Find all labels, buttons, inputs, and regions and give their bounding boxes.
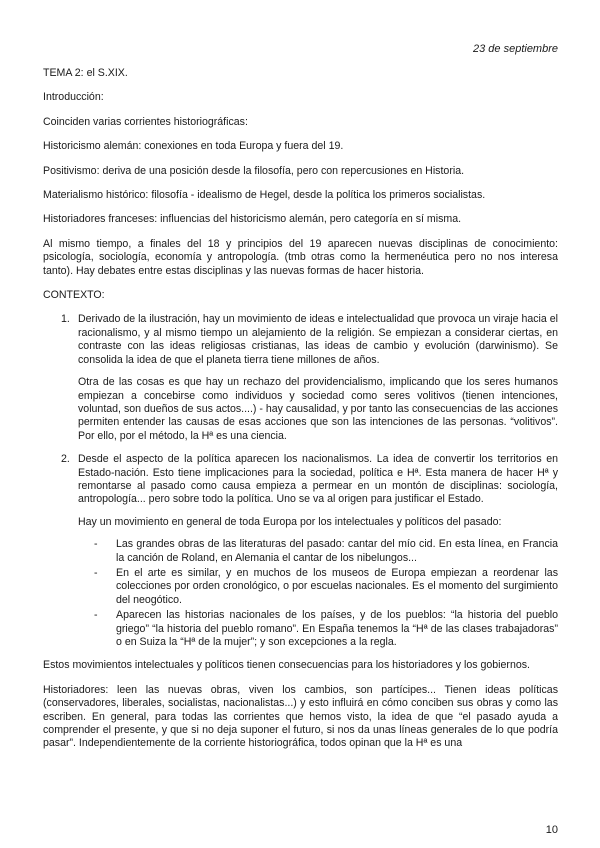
bullet-text: Las grandes obras de las literaturas del pasado: cantar del mío cid. En esta línea, en Francia la canción de Roland, en Alemania el cantar de los nibelungos... — [116, 538, 558, 564]
bullet-dash: - — [94, 609, 98, 622]
currents-intro: Coinciden varias corrientes historiográficas: — [43, 115, 248, 128]
providentialism-paragraph: Otra de las cosas es que hay un rechazo del providencialismo, implicando que los seres humanos empiezan a concebirse como individuos y sociedad como seres volitivos (tienen intenciones, voluntad, son dueños de sus actos....) - hay causalidad, y por tanto las consecuencias de las acciones permiten entender las causas de esas acciones que son las intenciones de las personas. “volitivos”. Por ello, por el método, la Hª es una ciencia. — [78, 376, 558, 442]
bullet-text: Aparecen las historias nacionales de los países, y de los pueblos: “la historia del pueblo griego” “la historia del pueblo romano”. En España tenemos la “Hª de las clases trabajadoras” o en Suiza la “Hª de la mujer”; y son excepciones a la regla. — [116, 609, 558, 648]
list-item — [78, 609, 558, 649]
europe-movement-list — [78, 538, 558, 649]
consequences-paragraph: Estos movimientos intelectuales y políticos tienen consecuencias para los historiadores y los gobiernos. — [43, 659, 530, 672]
context-label: CONTEXTO: — [43, 289, 105, 302]
item-number: 2. — [61, 453, 70, 466]
nationalism-paragraph: Desde el aspecto de la política aparecen los nacionalismos. La idea de convertir los territorios en Estado-nación. Esto tiene implicaciones para la sociedad, política e Hª. Esta manera de hacer Hª y remontarse al pasado como causa empieza a permear en un montón de disciplinas: sociología, antropología... pero sobre todo la política. Uno se va al origen para justificar el Estado. — [78, 453, 558, 506]
historians-paragraph: Historiadores: leen las nuevas obras, viven los cambios, son partícipes... Tienen ideas políticas (conservadores, liberales, socialistas, nacionalistas...) y esto influirá en cómo conciben sus obras y como las escriben. En general, para todas las corrientes que hemos visto, la idea de que “el pasado ayuda a comprender el presente, y que si no deja suponer el futuro, si nos da unas líneas generales de lo que podría pasar”. Independientemente de la corriente historiográfica, todos opinan que la Hª es una — [43, 683, 558, 750]
bullet-dash: - — [94, 566, 98, 579]
page-number: 10 — [545, 824, 558, 836]
context-item-1 — [43, 313, 558, 443]
context-list — [43, 313, 558, 649]
current-french-historians: Historiadores franceses: influencias del historicismo alemán, pero categoría en sí misma. — [43, 213, 462, 226]
current-positivism: Positivismo: deriva de una posición desde la filosofía, pero con repercusiones en Historia. — [43, 164, 465, 177]
disciplines-paragraph: Al mismo tiempo, a finales del 18 y principios del 19 aparecen nuevas disciplinas de conocimiento: psicología, sociología, economía y antropología. (tmb otras como la hermenéutica pero no nos interesa tanto). Hay debates entre estas disciplinas y las nuevas formas de hacer historia. — [43, 237, 558, 277]
intro-label: Introducción: — [43, 91, 104, 104]
list-item — [78, 538, 558, 565]
list-item — [78, 567, 558, 607]
document-body — [43, 67, 558, 762]
item-number: 1. — [61, 313, 70, 326]
enlightenment-paragraph: Derivado de la ilustración, hay un movimiento de ideas e intelectualidad que provoca un viraje hacia el racionalismo, y al mismo tiempo un alejamiento de la religión. Se empiezan a considerar ciertas, en contraste con las ideas religiosas cristianas, las ideas de cambio y evolución (darwinismo). Se consolida la idea de que el planeta tierra tiene millones de años. — [78, 313, 558, 366]
date-header: 23 de septiembre — [473, 43, 558, 55]
bullet-text: En el arte es similar, y en muchos de los museos de Europa empiezan a reordenar las colecciones por orden cronológico, o por escuelas nacionales. Es el momento del surgimiento del neogótico. — [116, 566, 558, 606]
europe-movement-paragraph: Hay un movimiento en general de toda Europa por los intelectuales y políticos del pasado: — [78, 515, 502, 528]
bullet-dash: - — [94, 538, 98, 551]
current-historicism: Historicismo alemán: conexiones en toda Europa y fuera del 19. — [43, 140, 344, 153]
topic-title: TEMA 2: el S.XIX. — [43, 67, 128, 79]
context-item-2 — [43, 453, 558, 649]
current-materialism: Materialismo histórico: filosofía - idealismo de Hegel, desde la política los primeros socialistas. — [43, 189, 486, 202]
